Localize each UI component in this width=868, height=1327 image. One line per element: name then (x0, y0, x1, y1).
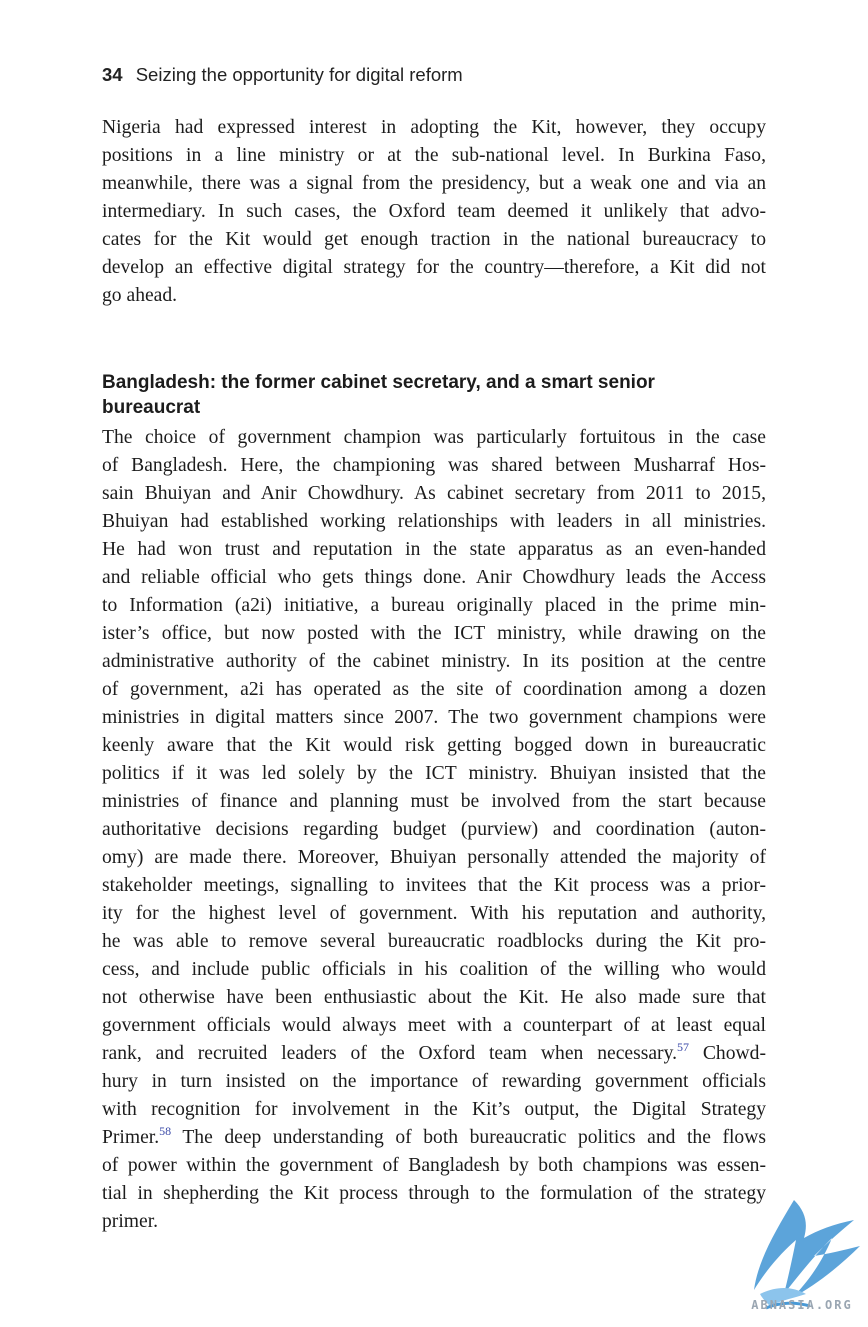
text-line: tial in shepherding the Kit process through to the formulation of the strategy (102, 1183, 766, 1204)
text-line: go ahead. (102, 285, 178, 306)
text-line: administrative authority of the cabinet ministry. In its position at the centre (102, 651, 766, 672)
page-number: 34 (102, 64, 123, 85)
text-line: cates for the Kit would get enough traction in the national bureaucracy to (102, 229, 766, 250)
paragraph-bangladesh (102, 424, 766, 1236)
text-line: with recognition for involvement in the Kit’s output, the Digital Strategy (102, 1099, 766, 1120)
bird-wing-icon (754, 1200, 860, 1308)
text-line: meanwhile, there was a signal from the presidency, but a weak one and via an (102, 173, 766, 194)
footnote-ref-58[interactable]: 58 (159, 1124, 172, 1138)
text-line: Bhuiyan had established working relationships with leaders in all ministries. (102, 511, 766, 532)
text-line: authoritative decisions regarding budget (purview) and coordination (auton- (102, 819, 766, 840)
text-fragment: The deep understanding of both bureaucratic politics and the flows (171, 1127, 766, 1148)
text-line: sain Bhuiyan and Anir Chowdhury. As cabinet secretary from 2011 to 2015, (102, 483, 766, 504)
text-line: of Bangladesh. Here, the championing was shared between Musharraf Hos- (102, 455, 766, 476)
text-line: to Information (a2i) initiative, a bureau originally placed in the prime min- (102, 595, 766, 616)
text-line: keenly aware that the Kit would risk getting bogged down in bureaucratic (102, 735, 766, 756)
text-line: he was able to remove several bureaucratic roadblocks during the Kit pro- (102, 931, 766, 952)
text-line: of power within the government of Bangladesh by both champions was essen- (102, 1155, 766, 1176)
text-line-with-footnote (102, 1040, 766, 1068)
paragraph-nigeria (102, 114, 766, 310)
text-line: ministries of finance and planning must be involved from the start because (102, 791, 766, 812)
footnote-ref-57[interactable]: 57 (677, 1040, 689, 1054)
text-line: government officials would always meet with a counterpart of at least equal (102, 1015, 766, 1036)
text-line: develop an effective digital strategy for the country—therefore, a Kit did not (102, 257, 766, 278)
text-line: stakeholder meetings, signalling to invitees that the Kit process was a prior- (102, 875, 766, 896)
text-fragment: rank, and recruited leaders of the Oxford team when necessary. (102, 1043, 677, 1064)
text-line: The choice of government champion was particularly fortuitous in the case (102, 427, 766, 448)
text-line: He had won trust and reputation in the state apparatus as an even-handed (102, 539, 766, 560)
running-head (102, 64, 463, 86)
text-line: Nigeria had expressed interest in adopting the Kit, however, they occupy (102, 117, 766, 138)
watermark-text: ABNASIA.ORG (751, 1298, 853, 1312)
text-fragment: Primer. (102, 1127, 160, 1148)
running-head-title: Seizing the opportunity for digital reform (135, 64, 463, 85)
text-line: and reliable official who gets things done. Anir Chowdhury leads the Access (102, 567, 766, 588)
text-line: cess, and include public officials in his coalition of the willing who would (102, 959, 766, 980)
text-line: primer. (102, 1211, 159, 1232)
text-line: omy) are made there. Moreover, Bhuiyan personally attended the majority of (102, 847, 766, 868)
text-line: of government, a2i has operated as the site of coordination among a dozen (102, 679, 766, 700)
text-line: hury in turn insisted on the importance of rewarding government officials (102, 1071, 766, 1092)
text-line: positions in a line ministry or at the sub-national level. In Burkina Faso, (102, 145, 766, 166)
text-line: politics if it was led solely by the ICT ministry. Bhuiyan insisted that the (102, 763, 766, 784)
text-line: ministries in digital matters since 2007. The two government champions were (102, 707, 766, 728)
text-line: ity for the highest level of government. With his reputation and authority, (102, 903, 766, 924)
section-heading: Bangladesh: the former cabinet secretary, and a smart senior bureaucrat (102, 372, 655, 418)
text-fragment: Chowd- (689, 1043, 766, 1064)
text-line: ister’s office, but now posted with the ICT ministry, while drawing on the (102, 623, 766, 644)
text-line: intermediary. In such cases, the Oxford team deemed it unlikely that advo- (102, 201, 766, 222)
text-line: not otherwise have been enthusiastic about the Kit. He also made sure that (102, 987, 766, 1008)
text-line-with-footnote (102, 1124, 766, 1152)
